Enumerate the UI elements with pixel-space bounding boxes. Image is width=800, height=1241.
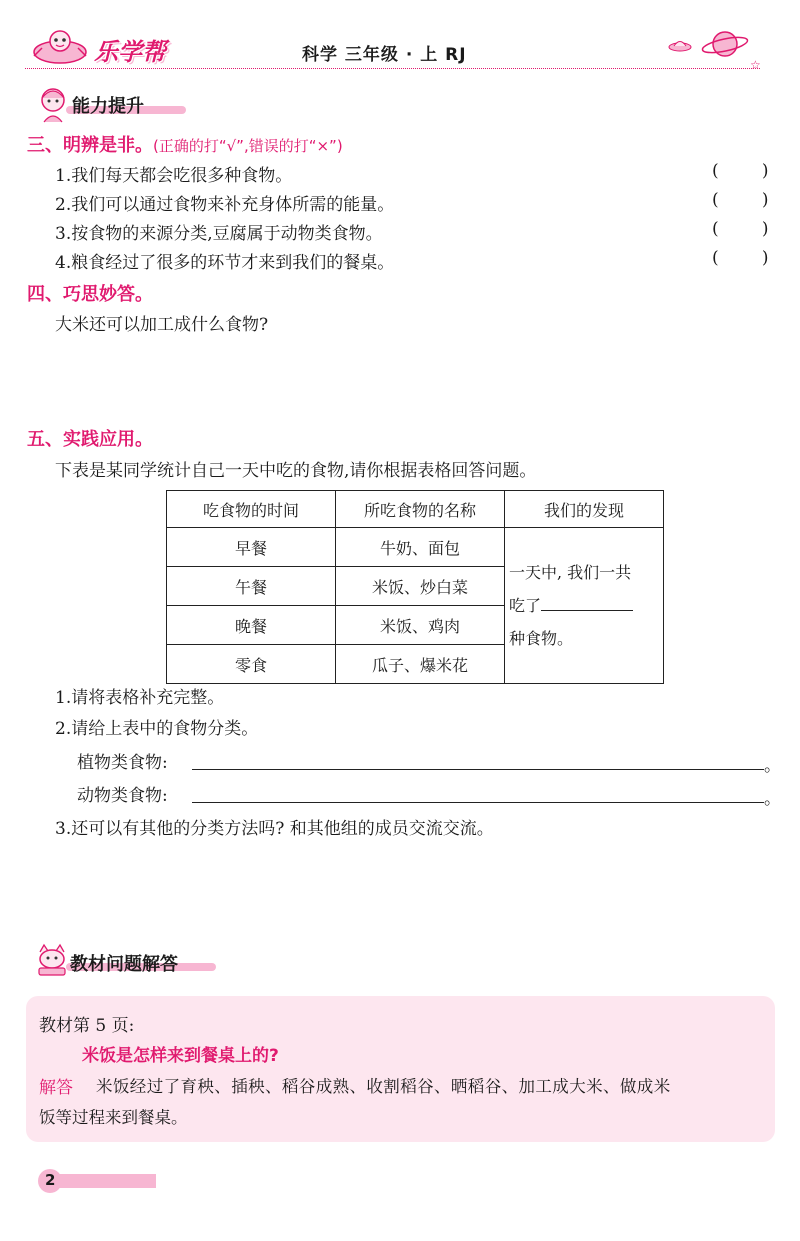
textbook-page-ref: 教材第 5 页: [39,1016,135,1036]
page-number-tab [36,1168,156,1194]
star-icon: ☆ [750,58,761,72]
q3-answer-blank-3[interactable]: ( ) [712,219,769,239]
q3-item-1: 1.我们每天都会吃很多种食物。 [55,166,293,186]
plant-food-answer-line[interactable] [192,769,764,770]
planet-icon [700,26,750,62]
page-number: 2 [45,1171,56,1189]
q3-item-3: 3.按食物的来源分类,豆腐属于动物类食物。 [55,224,383,244]
section-title-ability: 能力提升 [72,96,144,117]
q3-item-4: 4.粮食经过了很多的环节才来到我们的餐桌。 [55,253,395,273]
table-header-time: 吃食物的时间 [167,491,336,528]
table-cell-time: 零食 [167,645,336,684]
q3-item-2: 2.我们可以通过食物来补充身体所需的能量。 [55,195,395,215]
q4-heading: 四、巧思妙答。 [27,284,153,305]
subject-title: 科学 三年级 · 上 RJ [302,45,467,65]
plant-food-period: 。 [764,756,781,776]
q3-answer-blank-1[interactable]: ( ) [712,161,769,181]
textbook-question: 米饭是怎样来到餐桌上的? [82,1046,279,1066]
q5-heading: 五、实践应用。 [27,429,153,450]
table-cell-food: 米饭、鸡肉 [336,606,505,645]
textbook-answer-line-2: 饭等过程来到餐桌。 [39,1108,188,1127]
table-header-food: 所吃食物的名称 [336,491,505,528]
animal-food-period: 。 [764,789,781,809]
header-divider [25,68,760,69]
table-cell-time: 早餐 [167,528,336,567]
brand-logo-text: 乐学帮 [94,38,166,66]
table-cell-time: 午餐 [167,567,336,606]
q3-answer-blank-4[interactable]: ( ) [712,248,769,268]
finding-line-3: 种食物。 [509,629,574,648]
section-title-textbook: 教材问题解答 [70,954,178,975]
plant-food-label: 植物类食物: [77,753,168,773]
table-row [167,528,664,567]
table-cell-time: 晚餐 [167,606,336,645]
ufo-icon [668,36,692,54]
animal-food-label: 动物类食物: [77,786,168,806]
q3-answer-blank-2[interactable]: ( ) [712,190,769,210]
q5-sub-3: 3.还可以有其他的分类方法吗? 和其他组的成员交流交流。 [55,819,494,839]
q3-instruction-note: (正确的打“√”,错误的打“×”) [153,137,343,155]
finding-line-1: 一天中, 我们一共 [509,563,632,582]
q4-question: 大米还可以加工成什么食物? [55,315,269,335]
finding-line-2 [509,589,659,622]
table-header-row [167,491,664,528]
q5-sub-1: 1.请将表格补充完整。 [55,688,225,708]
table-cell-finding [505,528,664,684]
q3-heading-text: 三、明辨是非。 [27,135,153,156]
animal-food-answer-line[interactable] [192,802,764,803]
table-cell-food: 瓜子、爆米花 [336,645,505,684]
finding-label-ate: 吃了 [509,596,542,615]
mascot-logo-icon [30,26,92,66]
q5-intro: 下表是某同学统计自己一天中吃的食物,请你根据表格回答问题。 [55,461,537,481]
girl-mascot-icon [36,84,70,124]
table-cell-food: 牛奶、面包 [336,528,505,567]
table-header-finding: 我们的发现 [505,491,664,528]
q5-sub-2: 2.请给上表中的食物分类。 [55,719,259,739]
table-cell-food: 米饭、炒白菜 [336,567,505,606]
q3-heading [27,131,343,157]
food-record-table [166,490,664,684]
textbook-answer-box [26,996,775,1142]
finding-count-blank[interactable] [541,592,633,611]
textbook-answer-line-1: 米饭经过了育秧、插秧、稻谷成熟、收割稻谷、晒稻谷、加工成大米、做成米 [96,1077,671,1096]
textbook-answer-label: 解答 [39,1078,73,1098]
cat-mascot-icon [34,942,70,978]
